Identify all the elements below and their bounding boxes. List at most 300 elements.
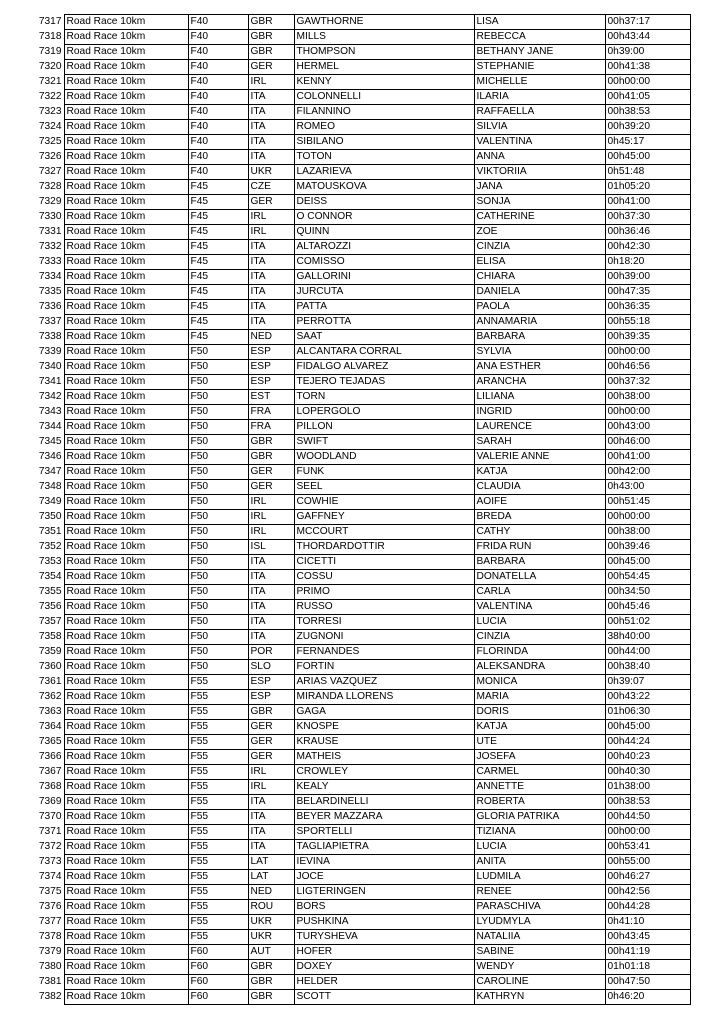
firstname-cell: BARBARA: [474, 330, 605, 345]
firstname-cell: CLAUDIA: [474, 480, 605, 495]
firstname-cell: ANNETTE: [474, 780, 605, 795]
bib-number-cell: 7380: [38, 961, 62, 972]
table-row: [26, 525, 690, 540]
surname-cell: GAWTHORNE: [294, 15, 474, 30]
nation-cell: GER: [248, 195, 294, 210]
nation-cell: GER: [248, 750, 294, 765]
category-cell: F55: [188, 795, 248, 810]
bib-number-cell: 7364: [38, 721, 62, 732]
category-cell: F45: [188, 285, 248, 300]
firstname-cell: VALENTINA: [474, 135, 605, 150]
nation-cell: IRL: [248, 780, 294, 795]
race-cell: Road Race 10km: [64, 60, 188, 75]
table-row: [26, 435, 690, 450]
nation-cell: ITA: [248, 270, 294, 285]
surname-cell: TEJERO TEJADAS: [294, 375, 474, 390]
category-cell: F40: [188, 120, 248, 135]
table-row: [26, 690, 690, 705]
table-row: [26, 330, 690, 345]
category-cell: F50: [188, 375, 248, 390]
race-cell: Road Race 10km: [64, 390, 188, 405]
nation-cell: ITA: [248, 90, 294, 105]
table-row: [26, 225, 690, 240]
nation-cell: GBR: [248, 15, 294, 30]
nation-cell: ITA: [248, 630, 294, 645]
category-cell: F45: [188, 330, 248, 345]
nation-cell: GBR: [248, 960, 294, 975]
category-cell: F50: [188, 615, 248, 630]
time-cell: 01h38:00: [605, 780, 690, 795]
bib-number-cell: 7371: [38, 826, 62, 837]
bib-number-cell: 7375: [38, 886, 62, 897]
category-cell: F45: [188, 240, 248, 255]
table-row: [26, 990, 690, 1005]
firstname-cell: PAOLA: [474, 300, 605, 315]
bib-number-cell: 7341: [38, 376, 62, 387]
time-cell: 00h51:45: [605, 495, 690, 510]
table-row: [26, 120, 690, 135]
race-cell: Road Race 10km: [64, 480, 188, 495]
firstname-cell: BREDA: [474, 510, 605, 525]
surname-cell: GALLORINI: [294, 270, 474, 285]
category-cell: F45: [188, 195, 248, 210]
bib-number-cell: 7342: [38, 391, 62, 402]
table-row: [26, 315, 690, 330]
table-row: [26, 405, 690, 420]
category-cell: F50: [188, 465, 248, 480]
nation-cell: ESP: [248, 675, 294, 690]
category-cell: F60: [188, 960, 248, 975]
category-cell: F55: [188, 675, 248, 690]
race-cell: Road Race 10km: [64, 555, 188, 570]
firstname-cell: UTE: [474, 735, 605, 750]
nation-cell: ITA: [248, 135, 294, 150]
category-cell: F55: [188, 720, 248, 735]
bib-number-cell: 7348: [38, 481, 62, 492]
race-cell: Road Race 10km: [64, 675, 188, 690]
category-cell: F50: [188, 600, 248, 615]
nation-cell: GBR: [248, 705, 294, 720]
firstname-cell: SABINE: [474, 945, 605, 960]
race-cell: Road Race 10km: [64, 585, 188, 600]
category-cell: F40: [188, 30, 248, 45]
firstname-cell: CARLA: [474, 585, 605, 600]
race-cell: Road Race 10km: [64, 255, 188, 270]
bib-number-cell: 7359: [38, 646, 62, 657]
time-cell: 00h46:56: [605, 360, 690, 375]
bib-number-cell: 7363: [38, 706, 62, 717]
table-row: [26, 555, 690, 570]
bib-number-cell: 7376: [38, 901, 62, 912]
bib-number-cell: 7361: [38, 676, 62, 687]
firstname-cell: WENDY: [474, 960, 605, 975]
time-cell: 00h44:50: [605, 810, 690, 825]
firstname-cell: REBECCA: [474, 30, 605, 45]
category-cell: F55: [188, 840, 248, 855]
category-cell: F60: [188, 975, 248, 990]
nation-cell: GBR: [248, 435, 294, 450]
race-cell: Road Race 10km: [64, 30, 188, 45]
category-cell: F50: [188, 480, 248, 495]
bib-number-cell: 7339: [38, 346, 62, 357]
race-cell: Road Race 10km: [64, 210, 188, 225]
firstname-cell: ILARIA: [474, 90, 605, 105]
time-cell: 00h43:00: [605, 420, 690, 435]
bib-number-cell: 7373: [38, 856, 62, 867]
surname-cell: COMISSO: [294, 255, 474, 270]
bib-number-cell: 7334: [38, 271, 62, 282]
surname-cell: CROWLEY: [294, 765, 474, 780]
table-row: [26, 840, 690, 855]
table-row: [26, 150, 690, 165]
table-row: [26, 450, 690, 465]
race-cell: Road Race 10km: [64, 570, 188, 585]
surname-cell: LIGTERINGEN: [294, 885, 474, 900]
category-cell: F50: [188, 660, 248, 675]
time-cell: 00h39:20: [605, 120, 690, 135]
surname-cell: PERROTTA: [294, 315, 474, 330]
table-row: [26, 975, 690, 990]
time-cell: 00h00:00: [605, 345, 690, 360]
surname-cell: COSSU: [294, 570, 474, 585]
firstname-cell: VIKTORIIA: [474, 165, 605, 180]
time-cell: 00h55:18: [605, 315, 690, 330]
surname-cell: MATHEIS: [294, 750, 474, 765]
firstname-cell: ANITA: [474, 855, 605, 870]
time-cell: 00h53:41: [605, 840, 690, 855]
nation-cell: ITA: [248, 105, 294, 120]
category-cell: F45: [188, 270, 248, 285]
table-row: [26, 510, 690, 525]
nation-cell: IRL: [248, 765, 294, 780]
table-row: [26, 420, 690, 435]
table-row: [26, 240, 690, 255]
surname-cell: CICETTI: [294, 555, 474, 570]
race-cell: Road Race 10km: [64, 270, 188, 285]
race-cell: Road Race 10km: [64, 300, 188, 315]
bib-number-cell: 7337: [38, 316, 62, 327]
surname-cell: WOODLAND: [294, 450, 474, 465]
time-cell: 00h46:27: [605, 870, 690, 885]
category-cell: F55: [188, 825, 248, 840]
table-row: [26, 300, 690, 315]
nation-cell: IRL: [248, 495, 294, 510]
bib-number-cell: 7340: [38, 361, 62, 372]
race-cell: Road Race 10km: [64, 900, 188, 915]
race-cell: Road Race 10km: [64, 165, 188, 180]
time-cell: 00h37:17: [605, 15, 690, 30]
table-row: [26, 30, 690, 45]
table-row: [26, 90, 690, 105]
time-cell: 00h41:00: [605, 450, 690, 465]
time-cell: 00h45:00: [605, 555, 690, 570]
bib-number-cell: 7347: [38, 466, 62, 477]
firstname-cell: JANA: [474, 180, 605, 195]
nation-cell: GBR: [248, 990, 294, 1005]
firstname-cell: SARAH: [474, 435, 605, 450]
firstname-cell: BARBARA: [474, 555, 605, 570]
firstname-cell: CATHY: [474, 525, 605, 540]
firstname-cell: LAURENCE: [474, 420, 605, 435]
table-row: [26, 480, 690, 495]
category-cell: F55: [188, 900, 248, 915]
surname-cell: IEVINA: [294, 855, 474, 870]
category-cell: F55: [188, 810, 248, 825]
category-cell: F45: [188, 315, 248, 330]
race-cell: Road Race 10km: [64, 945, 188, 960]
category-cell: F50: [188, 585, 248, 600]
race-cell: Road Race 10km: [64, 135, 188, 150]
bib-number-cell: 7358: [38, 631, 62, 642]
race-cell: Road Race 10km: [64, 960, 188, 975]
table-row: [26, 135, 690, 150]
time-cell: 00h37:30: [605, 210, 690, 225]
time-cell: 00h43:45: [605, 930, 690, 945]
bib-number-cell: 7351: [38, 526, 62, 537]
nation-cell: GBR: [248, 975, 294, 990]
nation-cell: LAT: [248, 870, 294, 885]
surname-cell: COLONNELLI: [294, 90, 474, 105]
race-cell: Road Race 10km: [64, 360, 188, 375]
firstname-cell: LILIANA: [474, 390, 605, 405]
nation-cell: GBR: [248, 45, 294, 60]
bib-number-cell: 7320: [38, 61, 62, 72]
surname-cell: JOCE: [294, 870, 474, 885]
race-cell: Road Race 10km: [64, 375, 188, 390]
bib-number-cell: 7362: [38, 691, 62, 702]
bib-number-cell: 7360: [38, 661, 62, 672]
table-row: [26, 390, 690, 405]
time-cell: 00h39:00: [605, 270, 690, 285]
nation-cell: POR: [248, 645, 294, 660]
firstname-cell: MICHELLE: [474, 75, 605, 90]
bib-number-cell: 7317: [38, 16, 62, 27]
category-cell: F50: [188, 420, 248, 435]
race-cell: Road Race 10km: [64, 750, 188, 765]
bib-number-cell: 7330: [38, 211, 62, 222]
time-cell: 00h55:00: [605, 855, 690, 870]
table-row: [26, 615, 690, 630]
bib-number-cell: 7350: [38, 511, 62, 522]
time-cell: 00h39:46: [605, 540, 690, 555]
nation-cell: ITA: [248, 585, 294, 600]
race-cell: Road Race 10km: [64, 735, 188, 750]
surname-cell: LOPERGOLO: [294, 405, 474, 420]
table-row: [26, 45, 690, 60]
time-cell: 01h01:18: [605, 960, 690, 975]
surname-cell: TURYSHEVA: [294, 930, 474, 945]
table-row: [26, 585, 690, 600]
surname-cell: SPORTELLI: [294, 825, 474, 840]
nation-cell: CZE: [248, 180, 294, 195]
table-row: [26, 810, 690, 825]
bib-number-cell: 7368: [38, 781, 62, 792]
table-row: [26, 780, 690, 795]
category-cell: F55: [188, 855, 248, 870]
table-row: [26, 915, 690, 930]
category-cell: F40: [188, 15, 248, 30]
surname-cell: THORDARDOTTIR: [294, 540, 474, 555]
category-cell: F40: [188, 105, 248, 120]
surname-cell: FORTIN: [294, 660, 474, 675]
category-cell: F45: [188, 255, 248, 270]
time-cell: 00h00:00: [605, 510, 690, 525]
category-cell: F50: [188, 630, 248, 645]
category-cell: F55: [188, 765, 248, 780]
surname-cell: JURCUTA: [294, 285, 474, 300]
race-cell: Road Race 10km: [64, 915, 188, 930]
time-cell: 0h46:20: [605, 990, 690, 1005]
time-cell: 00h47:35: [605, 285, 690, 300]
time-cell: 00h54:45: [605, 570, 690, 585]
nation-cell: GER: [248, 720, 294, 735]
bib-number-cell: 7327: [38, 166, 62, 177]
firstname-cell: STEPHANIE: [474, 60, 605, 75]
bib-number-cell: 7333: [38, 256, 62, 267]
category-cell: F50: [188, 555, 248, 570]
nation-cell: ITA: [248, 600, 294, 615]
bib-number-cell: 7346: [38, 451, 62, 462]
surname-cell: QUINN: [294, 225, 474, 240]
nation-cell: GER: [248, 735, 294, 750]
nation-cell: UKR: [248, 930, 294, 945]
surname-cell: ROMEO: [294, 120, 474, 135]
category-cell: F50: [188, 570, 248, 585]
firstname-cell: CAROLINE: [474, 975, 605, 990]
bib-number-cell: 7335: [38, 286, 62, 297]
table-row: [26, 870, 690, 885]
surname-cell: KEALY: [294, 780, 474, 795]
bib-number-cell: 7367: [38, 766, 62, 777]
firstname-cell: ANNAMARIA: [474, 315, 605, 330]
bib-number-cell: 7322: [38, 91, 62, 102]
surname-cell: SIBILANO: [294, 135, 474, 150]
time-cell: 01h06:30: [605, 705, 690, 720]
category-cell: F55: [188, 690, 248, 705]
nation-cell: UKR: [248, 165, 294, 180]
time-cell: 00h40:30: [605, 765, 690, 780]
surname-cell: HELDER: [294, 975, 474, 990]
bib-number-cell: 7329: [38, 196, 62, 207]
firstname-cell: NATALIIA: [474, 930, 605, 945]
category-cell: F60: [188, 990, 248, 1005]
table-row: [26, 705, 690, 720]
table-row: [26, 795, 690, 810]
bib-number-cell: 7377: [38, 916, 62, 927]
firstname-cell: SILVIA: [474, 120, 605, 135]
nation-cell: ESP: [248, 360, 294, 375]
nation-cell: ESP: [248, 690, 294, 705]
race-cell: Road Race 10km: [64, 150, 188, 165]
nation-cell: ISL: [248, 540, 294, 555]
time-cell: 00h00:00: [605, 405, 690, 420]
results-table: [26, 14, 691, 1005]
bib-number-cell: 7356: [38, 601, 62, 612]
time-cell: 00h36:46: [605, 225, 690, 240]
surname-cell: TAGLIAPIETRA: [294, 840, 474, 855]
bib-number-cell: 7323: [38, 106, 62, 117]
nation-cell: IRL: [248, 210, 294, 225]
nation-cell: GER: [248, 465, 294, 480]
surname-cell: FUNK: [294, 465, 474, 480]
race-cell: Road Race 10km: [64, 870, 188, 885]
nation-cell: ESP: [248, 375, 294, 390]
category-cell: F50: [188, 405, 248, 420]
bib-number-cell: 7326: [38, 151, 62, 162]
firstname-cell: INGRID: [474, 405, 605, 420]
category-cell: F55: [188, 705, 248, 720]
firstname-cell: ANNA: [474, 150, 605, 165]
table-row: [26, 570, 690, 585]
time-cell: 00h41:00: [605, 195, 690, 210]
surname-cell: MIRANDA LLORENS: [294, 690, 474, 705]
time-cell: 00h39:35: [605, 330, 690, 345]
time-cell: 00h34:50: [605, 585, 690, 600]
time-cell: 00h44:24: [605, 735, 690, 750]
firstname-cell: JOSEFA: [474, 750, 605, 765]
table-row: [26, 735, 690, 750]
surname-cell: KNOSPE: [294, 720, 474, 735]
surname-cell: PUSHKINA: [294, 915, 474, 930]
nation-cell: ROU: [248, 900, 294, 915]
category-cell: F40: [188, 75, 248, 90]
race-cell: Road Race 10km: [64, 195, 188, 210]
surname-cell: ARIAS VAZQUEZ: [294, 675, 474, 690]
firstname-cell: DONATELLA: [474, 570, 605, 585]
table-row: [26, 825, 690, 840]
bib-number-cell: 7357: [38, 616, 62, 627]
race-cell: Road Race 10km: [64, 840, 188, 855]
race-cell: Road Race 10km: [64, 180, 188, 195]
firstname-cell: KATJA: [474, 720, 605, 735]
time-cell: 00h38:00: [605, 525, 690, 540]
race-cell: Road Race 10km: [64, 930, 188, 945]
firstname-cell: CHIARA: [474, 270, 605, 285]
bib-number-cell: 7379: [38, 946, 62, 957]
table-row: [26, 465, 690, 480]
firstname-cell: FLORINDA: [474, 645, 605, 660]
race-cell: Road Race 10km: [64, 690, 188, 705]
category-cell: F40: [188, 135, 248, 150]
time-cell: 00h46:00: [605, 435, 690, 450]
bib-number-cell: 7365: [38, 736, 62, 747]
race-cell: Road Race 10km: [64, 120, 188, 135]
bib-number-cell: 7328: [38, 181, 62, 192]
surname-cell: KRAUSE: [294, 735, 474, 750]
surname-cell: PILLON: [294, 420, 474, 435]
race-cell: Road Race 10km: [64, 330, 188, 345]
firstname-cell: ELISA: [474, 255, 605, 270]
firstname-cell: GLORIA PATRIKA: [474, 810, 605, 825]
bib-number-cell: 7324: [38, 121, 62, 132]
firstname-cell: ROBERTA: [474, 795, 605, 810]
bib-number-cell: 7325: [38, 136, 62, 147]
surname-cell: HERMEL: [294, 60, 474, 75]
surname-cell: COWHIE: [294, 495, 474, 510]
surname-cell: TORN: [294, 390, 474, 405]
firstname-cell: CINZIA: [474, 630, 605, 645]
category-cell: F40: [188, 90, 248, 105]
surname-cell: GAFFNEY: [294, 510, 474, 525]
surname-cell: GAGA: [294, 705, 474, 720]
nation-cell: ITA: [248, 150, 294, 165]
firstname-cell: MARIA: [474, 690, 605, 705]
table-row: [26, 855, 690, 870]
table-row: [26, 765, 690, 780]
firstname-cell: LUDMILA: [474, 870, 605, 885]
race-cell: Road Race 10km: [64, 645, 188, 660]
nation-cell: ITA: [248, 120, 294, 135]
